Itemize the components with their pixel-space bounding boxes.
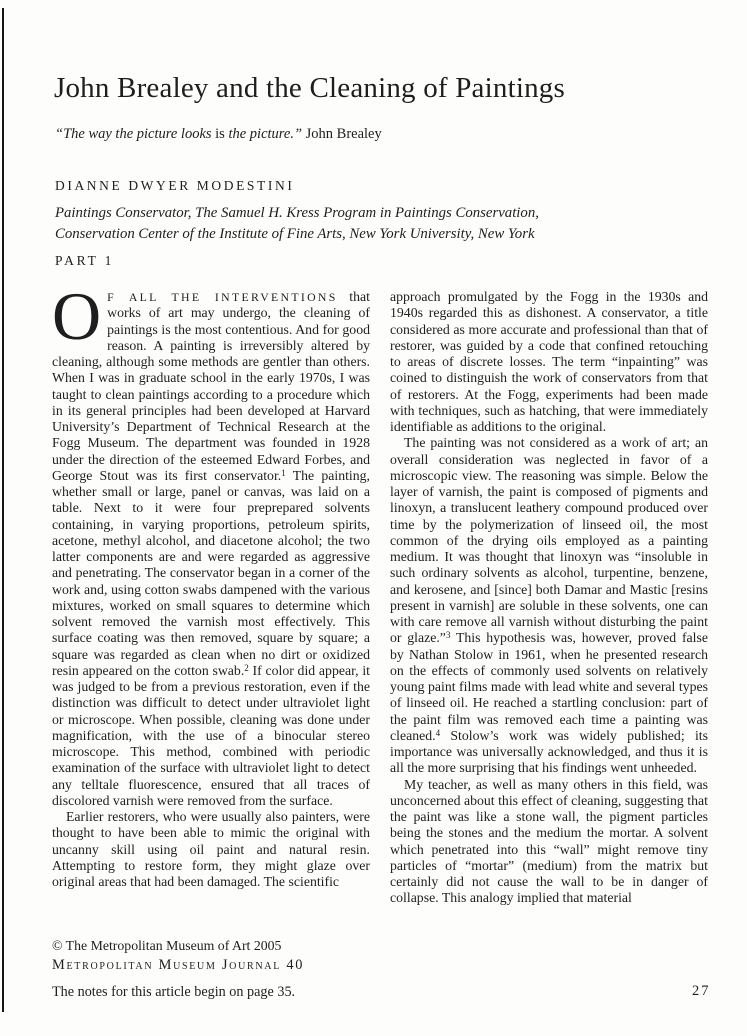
affiliation-line-2: Conservation Center of the Institute of Fine Arts, New York University, New York: [55, 226, 535, 242]
page-number: 27: [692, 983, 711, 999]
paragraph: Earlier restorers, who were usually also painters, were thought to have been able to mimic the original with uncanny skill using oil paint and natural resin. Attempting to restore form, they might glaze over original areas that had been damaged. The scientific: [52, 809, 370, 889]
epigraph-roman-word: is: [211, 126, 229, 142]
scan-edge-artifact: [2, 8, 4, 1012]
lead-small-caps: F ALL THE INTERVENTIONS: [107, 290, 338, 304]
epigraph-quote-part2: the picture.”: [228, 126, 303, 142]
paragraph-text: that works of art may undergo, the cleaning of paintings is the most contentious. And for good reason. A painting is irreversibly altered by cleaning, although some methods are gentler than others. When I was in graduate school in the early 1970s, I was taught to clean paintings according to a procedure which in its general principles had been developed at Harvard University’s Department of Technical Research at the Fogg Museum. The department was founded in 1928 under the direction of the esteemed Edward Forbes, and George Stout was its first conservator.: [52, 289, 370, 483]
paragraph-text: This hypothesis was, however, proved false by Nathan Stolow in 1961, when he presented research on the effects of commonly used solvents on relatively young paint films made with lead white and several types of linseed oil. He reached a startling conclusion: part of the paint film was removed each time a painting was cleaned.: [390, 630, 708, 743]
epigraph-attribution: John Brealey: [302, 126, 382, 142]
paragraph: My teacher, as well as many others in this field, was unconcerned about this effect of cleaning, suggesting that the paint was like a stone wall, the pigment particles being the stones and the medium the mortar. A solvent which penetrated into this “wall” might remove tiny particles of “mortar” (medium) from the matrix but certainly did not cause the wall to be in danger of collapse. This analogy implied that material: [390, 776, 708, 906]
copyright-line: © The Metropolitan Museum of Art 2005: [52, 938, 282, 953]
paragraph: approach promulgated by the Fogg in the 1930s and 1940s regarded this as dishonest. A conservator, a title considered as more accurate and professional than that of restorer, was guided by a code that confined retouching to areas of discrete losses. The term “inpainting” was coined to distinguish the work of conservators from that of restorers. At the Fogg, experiments had been made with techniques, such as hatching, that were immediately identifiable as additions to the original.: [390, 289, 708, 434]
author-affiliation: [55, 203, 539, 245]
paragraph-text: The painting was not considered as a work of art; an overall consideration was neglected in favor of a microscopic view. The reasoning was simple. Below the layer of varnish, the paint is composed of pigments and linoxyn, a translucent leathery compound produced over time by the polymerization of linseed oil, the most common of the drying oils employed as a painting medium. It was thought that linoxyn was “insoluble in such ordinary solvents as alcohol, turpentine, benzene, and kerosene, and [since] both Damar and Mastic [resins present in varnish] are soluble in these solvents, one can with care remove all varnish without disturbing the paint or glaze.”: [390, 435, 708, 646]
paragraph-text: Stolow’s work was widely published; its importance was universally acknowledged, and thus it is all the more surprising that his findings went unheeded.: [390, 727, 708, 776]
paragraph: [390, 435, 708, 776]
paragraph-text: If color did appear, it was judged to be from a previous restoration, even if the distinction was difficult to detect under ultraviolet light or microscope. When possible, cleaning was done under magnification, with the use of a binocular stereo microscope. This method, combined with periodic examination of the surface with ultraviolet light to detect any telltale fluorescence, ensured that all traces of discolored varnish were removed from the surface.: [52, 662, 370, 808]
section-heading: PART 1: [55, 253, 115, 268]
notes-reference-line: The notes for this article begin on page 35.: [52, 984, 296, 1000]
epigraph-quote-part1: “The way the picture looks: [55, 126, 212, 142]
paragraph-text: The painting, whether small or large, panel or canvas, was laid on a table. Next to it were four preprepared solvents containing, in varying proportions, petroleum spirits, acetone, methyl alcohol, and diacetone alcohol; the two latter components are and were regarded as aggressive and penetrating. The conservator began in a corner of the work and, using cotton swabs dampened with the various mixtures, worked on small squares to determine which solvent removed the varnish most effectively. This surface coating was then removed, square by square; a square was regarded as clean when no dirt or oxidized resin appeared on the cotton swab.: [52, 467, 371, 678]
journal-citation-line: Metropolitan Museum Journal 40: [52, 957, 305, 973]
article-title: John Brealey and the Cleaning of Paintings: [54, 72, 565, 104]
footnote-ref-1: 1: [281, 467, 286, 478]
epigraph: [55, 126, 382, 143]
footnote-ref-2: 2: [244, 662, 249, 673]
footnote-ref-4: 4: [435, 727, 441, 738]
author-name: DIANNE DWYER MODESTINI: [55, 178, 295, 193]
opening-paragraph: [52, 278, 371, 809]
footnote-ref-3: 3: [445, 630, 451, 641]
left-column: [52, 278, 371, 890]
right-column: [390, 289, 708, 907]
drop-cap: O: [52, 278, 102, 354]
affiliation-line-1: Paintings Conservator, The Samuel H. Kress Program in Paintings Conservation,: [55, 205, 539, 221]
